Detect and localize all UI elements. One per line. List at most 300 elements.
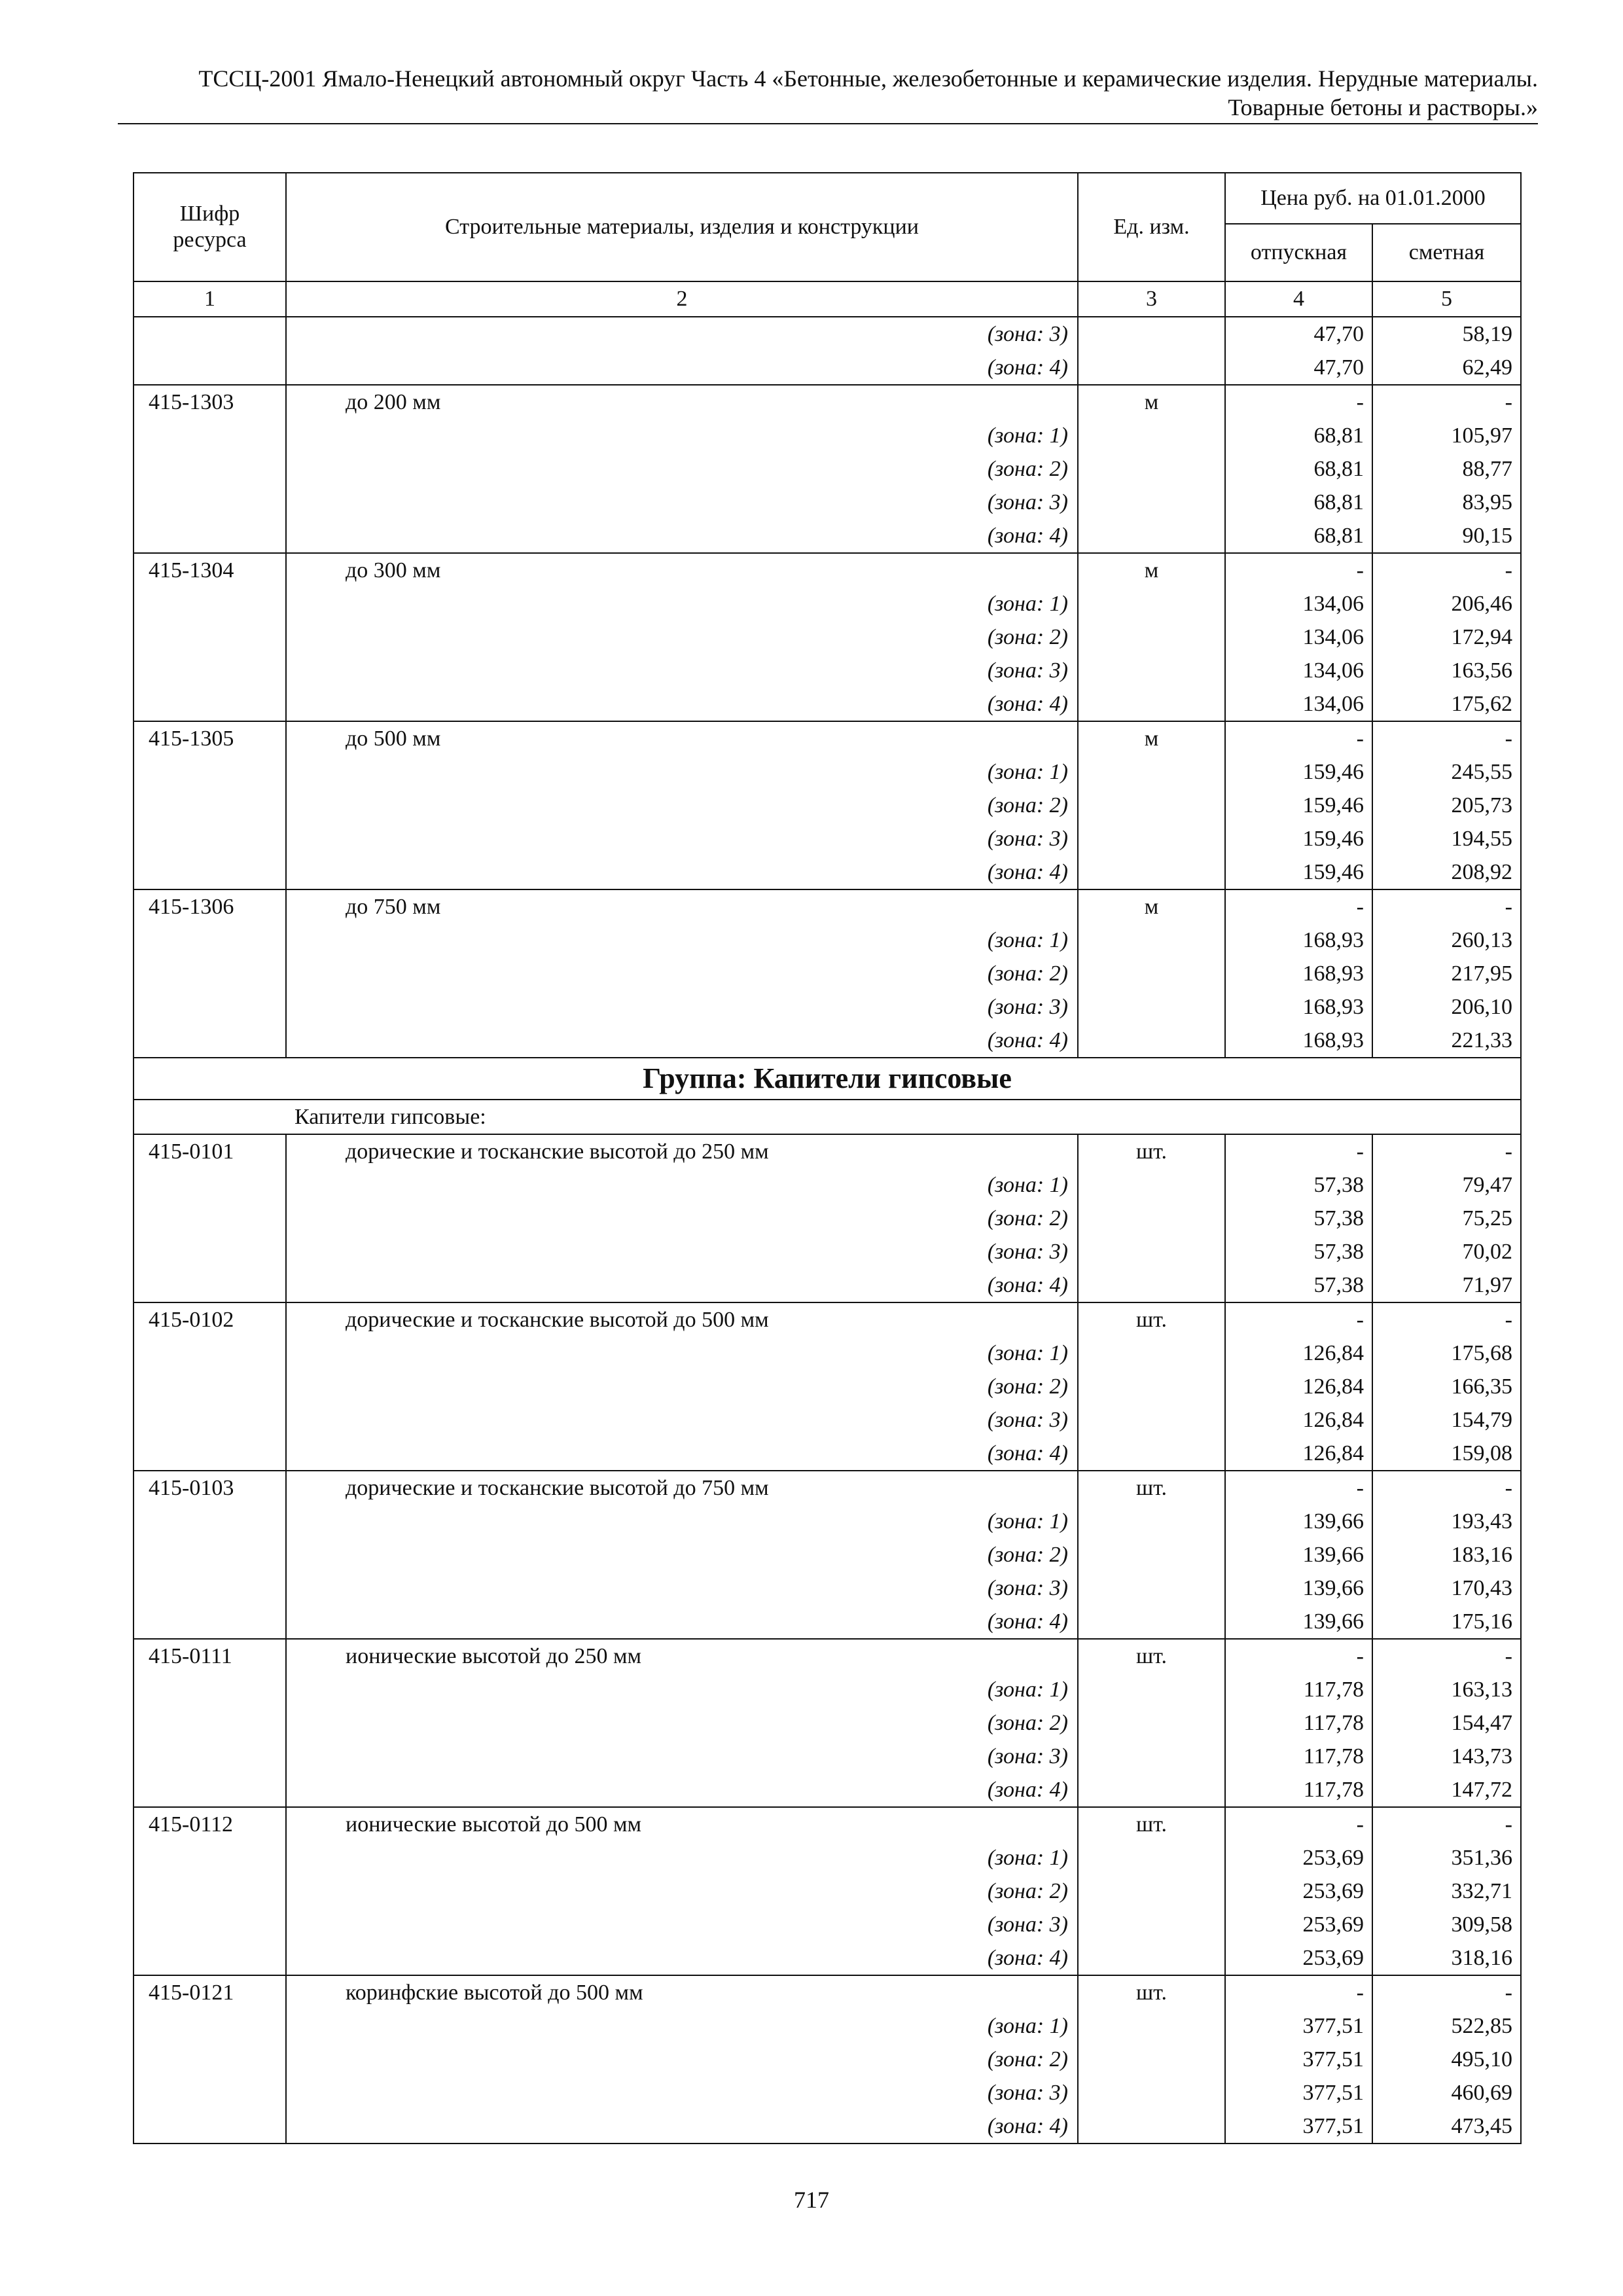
unit-cell <box>1078 519 1225 553</box>
table-row <box>134 519 1521 553</box>
zone-cell: (зона: 3) <box>286 654 1078 687</box>
estimate-price-cell: 147,72 <box>1372 1773 1521 1807</box>
release-price-cell: 139,66 <box>1225 1571 1372 1605</box>
unit-cell <box>1078 654 1225 687</box>
estimate-price-cell: - <box>1372 1471 1521 1505</box>
unit-cell <box>1078 1874 1225 1908</box>
table-row <box>134 1235 1521 1268</box>
release-price-cell: - <box>1225 385 1372 419</box>
table-row <box>134 1841 1521 1874</box>
estimate-price-cell: - <box>1372 1807 1521 1841</box>
release-price-cell: 126,84 <box>1225 1403 1372 1437</box>
table-row <box>134 1538 1521 1571</box>
estimate-price-cell: 159,08 <box>1372 1437 1521 1471</box>
unit-cell <box>1078 419 1225 452</box>
zone-cell: (зона: 2) <box>286 1706 1078 1740</box>
zone-cell: (зона: 3) <box>286 486 1078 519</box>
table-row <box>134 553 1521 587</box>
code-cell <box>134 1168 286 1202</box>
estimate-price-cell: 175,62 <box>1372 687 1521 721</box>
table-row <box>134 1975 1521 2009</box>
code-cell <box>134 2009 286 2043</box>
table-row <box>134 1773 1521 1807</box>
zone-cell: (зона: 1) <box>286 587 1078 620</box>
estimate-price-cell: 166,35 <box>1372 1370 1521 1403</box>
header-num-4: 4 <box>1225 281 1372 317</box>
release-price-cell: 57,38 <box>1225 1202 1372 1235</box>
unit-cell <box>1078 351 1225 385</box>
table-row <box>134 1639 1521 1673</box>
release-price-cell: 139,66 <box>1225 1505 1372 1538</box>
table-row <box>134 2009 1521 2043</box>
release-price-cell: 117,78 <box>1225 1773 1372 1807</box>
table-row <box>134 1471 1521 1505</box>
release-price-cell: 159,46 <box>1225 855 1372 889</box>
release-price-cell: 253,69 <box>1225 1908 1372 1941</box>
estimate-price-cell: 62,49 <box>1372 351 1521 385</box>
header-name: Строительные материалы, изделия и конструкции <box>286 173 1078 281</box>
release-price-cell: 47,70 <box>1225 351 1372 385</box>
table-row <box>134 789 1521 822</box>
resource-code-cell: 415-0121 <box>134 1975 286 2009</box>
estimate-price-cell: - <box>1372 721 1521 755</box>
estimate-price-cell: 217,95 <box>1372 957 1521 990</box>
zone-cell: (зона: 4) <box>286 519 1078 553</box>
zone-cell: (зона: 4) <box>286 687 1078 721</box>
estimate-price-cell: - <box>1372 385 1521 419</box>
zone-cell: (зона: 2) <box>286 620 1078 654</box>
unit-cell: шт. <box>1078 1807 1225 1841</box>
release-price-cell: 117,78 <box>1225 1673 1372 1706</box>
zone-cell: (зона: 2) <box>286 2043 1078 2076</box>
table-row <box>134 1505 1521 1538</box>
estimate-price-cell: 71,97 <box>1372 1268 1521 1302</box>
resource-code-cell: 415-1304 <box>134 553 286 587</box>
estimate-price-cell: - <box>1372 1302 1521 1336</box>
estimate-price-cell: 206,10 <box>1372 990 1521 1024</box>
release-price-cell: 47,70 <box>1225 317 1372 351</box>
code-cell <box>134 1505 286 1538</box>
header-release: отпускная <box>1225 224 1372 281</box>
material-name-cell: дорические и тосканские высотой до 500 мм <box>286 1302 1078 1336</box>
release-price-cell: 139,66 <box>1225 1538 1372 1571</box>
table-row <box>134 385 1521 419</box>
release-price-cell: 253,69 <box>1225 1941 1372 1975</box>
release-price-cell: 377,51 <box>1225 2109 1372 2144</box>
estimate-price-cell: 105,97 <box>1372 419 1521 452</box>
zone-cell: (зона: 2) <box>286 789 1078 822</box>
zone-cell: (зона: 1) <box>286 1336 1078 1370</box>
unit-cell <box>1078 755 1225 789</box>
zone-cell: (зона: 1) <box>286 419 1078 452</box>
code-cell <box>134 1370 286 1403</box>
table-row <box>134 687 1521 721</box>
table-body-capitals <box>134 1134 1521 2144</box>
zone-cell: (зона: 3) <box>286 1235 1078 1268</box>
estimate-price-cell: 163,56 <box>1372 654 1521 687</box>
code-cell <box>134 2043 286 2076</box>
zone-cell: (зона: 3) <box>286 990 1078 1024</box>
unit-cell <box>1078 1268 1225 1302</box>
zone-cell: (зона: 1) <box>286 2009 1078 2043</box>
code-cell <box>134 990 286 1024</box>
unit-cell <box>1078 1706 1225 1740</box>
release-price-cell: 253,69 <box>1225 1874 1372 1908</box>
release-price-cell: 57,38 <box>1225 1268 1372 1302</box>
estimate-price-cell: 206,46 <box>1372 587 1521 620</box>
table-row <box>134 419 1521 452</box>
unit-cell <box>1078 2076 1225 2109</box>
material-name-cell: дорические и тосканские высотой до 250 мм <box>286 1134 1078 1168</box>
zone-cell: (зона: 4) <box>286 1941 1078 1975</box>
code-cell <box>134 957 286 990</box>
table-row <box>134 1908 1521 1941</box>
table-row <box>134 587 1521 620</box>
unit-cell <box>1078 1235 1225 1268</box>
unit-cell <box>1078 1773 1225 1807</box>
unit-cell: шт. <box>1078 1639 1225 1673</box>
material-name-cell: ионические высотой до 250 мм <box>286 1639 1078 1673</box>
release-price-cell: 159,46 <box>1225 789 1372 822</box>
estimate-price-cell: 309,58 <box>1372 1908 1521 1941</box>
release-price-cell: 57,38 <box>1225 1235 1372 1268</box>
table-row <box>134 822 1521 855</box>
code-cell <box>134 419 286 452</box>
code-cell <box>134 1403 286 1437</box>
unit-cell <box>1078 1202 1225 1235</box>
unit-cell: шт. <box>1078 1134 1225 1168</box>
subgroup-row <box>134 1100 1521 1134</box>
release-price-cell: 168,93 <box>1225 1024 1372 1058</box>
release-price-cell: - <box>1225 1975 1372 2009</box>
zone-cell: (зона: 4) <box>286 351 1078 385</box>
release-price-cell: 126,84 <box>1225 1437 1372 1471</box>
unit-cell <box>1078 924 1225 957</box>
zone-cell: (зона: 4) <box>286 1605 1078 1639</box>
code-cell <box>134 654 286 687</box>
table-row <box>134 721 1521 755</box>
table-row <box>134 1302 1521 1336</box>
table-row <box>134 855 1521 889</box>
code-cell <box>134 1841 286 1874</box>
resource-code-cell: 415-1306 <box>134 889 286 924</box>
release-price-cell: 134,06 <box>1225 687 1372 721</box>
zone-cell: (зона: 2) <box>286 452 1078 486</box>
estimate-price-cell: 90,15 <box>1372 519 1521 553</box>
code-cell <box>134 317 286 351</box>
estimate-price-cell: 351,36 <box>1372 1841 1521 1874</box>
zone-cell: (зона: 1) <box>286 1505 1078 1538</box>
table-row <box>134 2043 1521 2076</box>
resource-code-cell: 415-1305 <box>134 721 286 755</box>
code-cell <box>134 1874 286 1908</box>
estimate-price-cell: 170,43 <box>1372 1571 1521 1605</box>
unit-cell <box>1078 1538 1225 1571</box>
table-row <box>134 1571 1521 1605</box>
table-row <box>134 755 1521 789</box>
unit-cell <box>1078 1024 1225 1058</box>
code-cell <box>134 755 286 789</box>
unit-cell <box>1078 1605 1225 1639</box>
release-price-cell: - <box>1225 553 1372 587</box>
zone-cell: (зона: 4) <box>286 1773 1078 1807</box>
table-row <box>134 620 1521 654</box>
unit-cell <box>1078 957 1225 990</box>
release-price-cell: - <box>1225 1302 1372 1336</box>
estimate-price-cell: 332,71 <box>1372 1874 1521 1908</box>
unit-cell <box>1078 1673 1225 1706</box>
header-unit: Ед. изм. <box>1078 173 1225 281</box>
code-cell <box>134 1941 286 1975</box>
header-num-1: 1 <box>134 281 286 317</box>
estimate-price-cell: 460,69 <box>1372 2076 1521 2109</box>
unit-cell <box>1078 789 1225 822</box>
resource-code-cell: 415-0102 <box>134 1302 286 1336</box>
estimate-price-cell: 260,13 <box>1372 924 1521 957</box>
zone-cell: (зона: 1) <box>286 1168 1078 1202</box>
table-row <box>134 1024 1521 1058</box>
release-price-cell: 134,06 <box>1225 620 1372 654</box>
release-price-cell: 377,51 <box>1225 2076 1372 2109</box>
code-cell <box>134 1024 286 1058</box>
release-price-cell: 57,38 <box>1225 1168 1372 1202</box>
code-cell <box>134 519 286 553</box>
header-code: Шифр ресурса <box>134 173 286 281</box>
header-num-3: 3 <box>1078 281 1225 317</box>
code-cell <box>134 1706 286 1740</box>
resource-code-cell: 415-0101 <box>134 1134 286 1168</box>
estimate-price-cell: - <box>1372 1975 1521 2009</box>
estimate-price-cell: 175,16 <box>1372 1605 1521 1639</box>
unit-cell <box>1078 1908 1225 1941</box>
zone-cell: (зона: 3) <box>286 2076 1078 2109</box>
release-price-cell: 134,06 <box>1225 587 1372 620</box>
price-table <box>133 172 1522 2144</box>
table-row <box>134 486 1521 519</box>
resource-code-cell: 415-1303 <box>134 385 286 419</box>
table-row <box>134 1706 1521 1740</box>
estimate-price-cell: 522,85 <box>1372 2009 1521 2043</box>
zone-cell: (зона: 3) <box>286 317 1078 351</box>
zone-cell: (зона: 2) <box>286 1538 1078 1571</box>
zone-cell: (зона: 2) <box>286 1202 1078 1235</box>
unit-cell: м <box>1078 385 1225 419</box>
header-num-5: 5 <box>1372 281 1521 317</box>
table-row <box>134 924 1521 957</box>
zone-cell: (зона: 3) <box>286 1403 1078 1437</box>
table-row <box>134 1370 1521 1403</box>
zone-cell: (зона: 4) <box>286 1437 1078 1471</box>
unit-cell <box>1078 1168 1225 1202</box>
table-row <box>134 1740 1521 1773</box>
code-cell <box>134 1673 286 1706</box>
release-price-cell: 68,81 <box>1225 519 1372 553</box>
table-row <box>134 1134 1521 1168</box>
table-row <box>134 1941 1521 1975</box>
estimate-price-cell: 495,10 <box>1372 2043 1521 2076</box>
zone-cell: (зона: 4) <box>286 1024 1078 1058</box>
estimate-price-cell: 193,43 <box>1372 1505 1521 1538</box>
code-cell <box>134 1605 286 1639</box>
release-price-cell: 126,84 <box>1225 1370 1372 1403</box>
material-name-cell: до 500 мм <box>286 721 1078 755</box>
code-cell <box>134 924 286 957</box>
estimate-price-cell: 205,73 <box>1372 789 1521 822</box>
zone-cell: (зона: 1) <box>286 924 1078 957</box>
material-name-cell: до 750 мм <box>286 889 1078 924</box>
unit-cell: шт. <box>1078 1302 1225 1336</box>
unit-cell <box>1078 1941 1225 1975</box>
table-row <box>134 1874 1521 1908</box>
release-price-cell: 68,81 <box>1225 486 1372 519</box>
release-price-cell: 377,51 <box>1225 2043 1372 2076</box>
zone-cell: (зона: 3) <box>286 822 1078 855</box>
release-price-cell: 126,84 <box>1225 1336 1372 1370</box>
estimate-price-cell: 154,47 <box>1372 1706 1521 1740</box>
header-price: Цена руб. на 01.01.2000 <box>1225 173 1521 224</box>
table-row <box>134 1403 1521 1437</box>
table-row <box>134 990 1521 1024</box>
table-row <box>134 1336 1521 1370</box>
table-row <box>134 1673 1521 1706</box>
unit-cell <box>1078 1370 1225 1403</box>
table-row <box>134 1268 1521 1302</box>
release-price-cell: - <box>1225 1807 1372 1841</box>
resource-code-cell: 415-0103 <box>134 1471 286 1505</box>
code-cell <box>134 1538 286 1571</box>
unit-cell <box>1078 1437 1225 1471</box>
group-section <box>134 1058 1521 1134</box>
material-name-cell: ионические высотой до 500 мм <box>286 1807 1078 1841</box>
release-price-cell: 117,78 <box>1225 1706 1372 1740</box>
material-name-cell: дорические и тосканские высотой до 750 мм <box>286 1471 1078 1505</box>
code-cell <box>134 789 286 822</box>
code-cell <box>134 822 286 855</box>
table-row <box>134 1168 1521 1202</box>
code-cell <box>134 2109 286 2144</box>
release-price-cell: 253,69 <box>1225 1841 1372 1874</box>
release-price-cell: 168,93 <box>1225 924 1372 957</box>
running-header <box>118 64 1538 122</box>
unit-cell <box>1078 317 1225 351</box>
code-cell <box>134 687 286 721</box>
release-price-cell: - <box>1225 1134 1372 1168</box>
code-cell <box>134 1437 286 1471</box>
code-cell <box>134 1235 286 1268</box>
unit-cell <box>1078 822 1225 855</box>
release-price-cell: 168,93 <box>1225 957 1372 990</box>
code-cell <box>134 1740 286 1773</box>
release-price-cell: 168,93 <box>1225 990 1372 1024</box>
header-rule <box>118 123 1538 124</box>
code-cell <box>134 1908 286 1941</box>
estimate-price-cell: 83,95 <box>1372 486 1521 519</box>
table-row <box>134 2109 1521 2144</box>
subgroup-title: Капители гипсовые: <box>134 1100 1521 1134</box>
estimate-price-cell: 163,13 <box>1372 1673 1521 1706</box>
unit-cell: м <box>1078 889 1225 924</box>
table-row <box>134 317 1521 351</box>
table-row <box>134 1807 1521 1841</box>
estimate-price-cell: 143,73 <box>1372 1740 1521 1773</box>
zone-cell: (зона: 4) <box>286 1268 1078 1302</box>
release-price-cell: - <box>1225 1639 1372 1673</box>
zone-cell: (зона: 2) <box>286 1874 1078 1908</box>
unit-cell: шт. <box>1078 1975 1225 2009</box>
estimate-price-cell: 175,68 <box>1372 1336 1521 1370</box>
zone-cell: (зона: 3) <box>286 1740 1078 1773</box>
zone-cell: (зона: 4) <box>286 855 1078 889</box>
material-name-cell: до 200 мм <box>286 385 1078 419</box>
table-row <box>134 2076 1521 2109</box>
estimate-price-cell: 245,55 <box>1372 755 1521 789</box>
unit-cell <box>1078 486 1225 519</box>
estimate-price-cell: 221,33 <box>1372 1024 1521 1058</box>
unit-cell <box>1078 587 1225 620</box>
unit-cell <box>1078 990 1225 1024</box>
unit-cell <box>1078 855 1225 889</box>
estimate-price-cell: 208,92 <box>1372 855 1521 889</box>
release-price-cell: 159,46 <box>1225 755 1372 789</box>
unit-cell <box>1078 1740 1225 1773</box>
group-title: Группа: Капители гипсовые <box>134 1058 1521 1100</box>
unit-cell <box>1078 1403 1225 1437</box>
estimate-price-cell: 194,55 <box>1372 822 1521 855</box>
material-name-cell: коринфские высотой до 500 мм <box>286 1975 1078 2009</box>
zone-cell: (зона: 3) <box>286 1908 1078 1941</box>
table-header <box>134 173 1521 317</box>
unit-cell <box>1078 1336 1225 1370</box>
release-price-cell: - <box>1225 1471 1372 1505</box>
table-row <box>134 654 1521 687</box>
unit-cell <box>1078 1571 1225 1605</box>
code-cell <box>134 486 286 519</box>
table-row <box>134 452 1521 486</box>
estimate-price-cell: 318,16 <box>1372 1941 1521 1975</box>
unit-cell: м <box>1078 553 1225 587</box>
unit-cell: м <box>1078 721 1225 755</box>
release-price-cell: 117,78 <box>1225 1740 1372 1773</box>
release-price-cell: - <box>1225 721 1372 755</box>
code-cell <box>134 1268 286 1302</box>
resource-code-cell: 415-0111 <box>134 1639 286 1673</box>
zone-cell: (зона: 4) <box>286 2109 1078 2144</box>
unit-cell <box>1078 620 1225 654</box>
code-cell <box>134 1336 286 1370</box>
unit-cell <box>1078 2009 1225 2043</box>
group-row <box>134 1058 1521 1100</box>
table-row <box>134 351 1521 385</box>
release-price-cell: 68,81 <box>1225 419 1372 452</box>
unit-cell: шт. <box>1078 1471 1225 1505</box>
header-line-1: ТССЦ-2001 Ямало-Ненецкий автономный округ Часть 4 «Бетонные, железобетонные и керамические изделия. Нерудные материалы. <box>198 65 1538 92</box>
zone-cell: (зона: 2) <box>286 957 1078 990</box>
estimate-price-cell: - <box>1372 1639 1521 1673</box>
estimate-price-cell: - <box>1372 889 1521 924</box>
release-price-cell: 377,51 <box>1225 2009 1372 2043</box>
unit-cell <box>1078 2109 1225 2144</box>
zone-cell: (зона: 3) <box>286 1571 1078 1605</box>
zone-cell: (зона: 1) <box>286 755 1078 789</box>
estimate-price-cell: 70,02 <box>1372 1235 1521 1268</box>
estimate-price-cell: - <box>1372 1134 1521 1168</box>
code-cell <box>134 2076 286 2109</box>
unit-cell <box>1078 2043 1225 2076</box>
code-cell <box>134 1773 286 1807</box>
table-row <box>134 1202 1521 1235</box>
zone-cell: (зона: 2) <box>286 1370 1078 1403</box>
material-name-cell: до 300 мм <box>286 553 1078 587</box>
